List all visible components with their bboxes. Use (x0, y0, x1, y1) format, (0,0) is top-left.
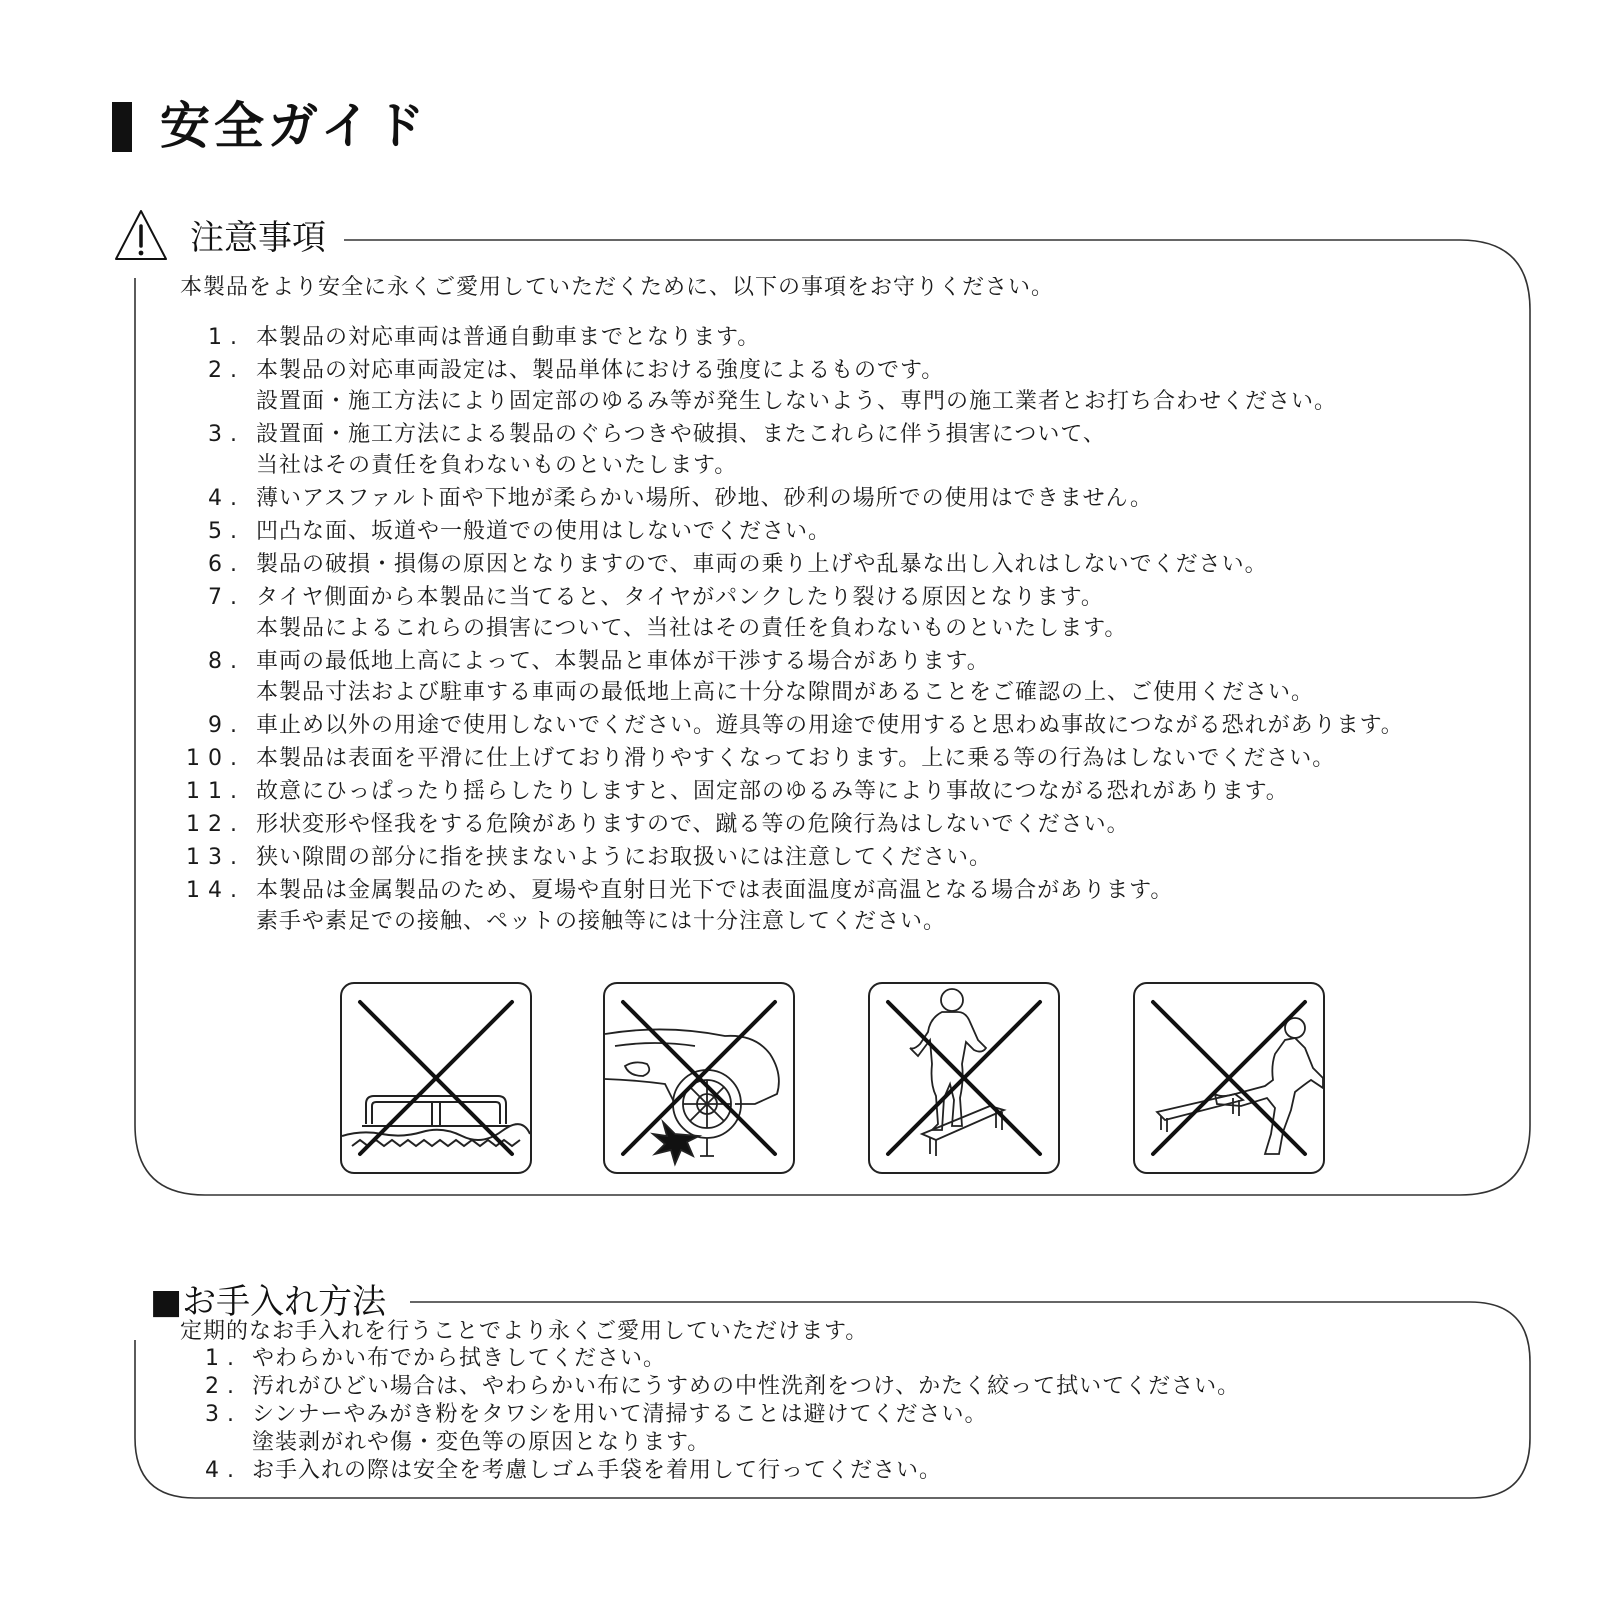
item-number: 2. (208, 358, 245, 383)
item-text: 本製品は表面を平滑に仕上げており滑りやすくなっております。上に乗る等の行為はしないでください。 (256, 746, 1336, 771)
prohibited-tire-impact-icon (603, 982, 795, 1174)
item-text: 当社はその責任を負わないものといたします。 (256, 453, 738, 478)
item-text: 本製品によるこれらの損害について、当社はその責任を負わないものといたします。 (256, 616, 1128, 641)
item-number: 3. (208, 422, 245, 447)
list-item (160, 1373, 1360, 1401)
prohibited-soft-ground-icon (340, 982, 532, 1174)
item-number: 4. (205, 1458, 242, 1483)
caution-intro: 本製品をより安全に永くご愛用していただくために、以下の事項をお守りください。 (180, 275, 1055, 300)
item-number: 7. (208, 585, 245, 610)
item-text: やわらかい布でから拭きしてください。 (252, 1346, 667, 1371)
list-item (160, 710, 1530, 741)
care-list (160, 1345, 1360, 1485)
caution-list (160, 322, 1530, 939)
list-item (160, 646, 1530, 708)
page-title: 安全ガイド (160, 97, 429, 155)
list-item (160, 1401, 1360, 1457)
list-item (160, 419, 1530, 481)
item-number: 4. (208, 486, 245, 511)
list-item (160, 355, 1530, 417)
item-text: 狭い隙間の部分に指を挟まないようにお取扱いには注意してください。 (256, 845, 993, 870)
list-item (160, 582, 1530, 644)
item-text: 形状変形や怪我をする危険がありますので、蹴る等の危険行為はしないでください。 (256, 812, 1130, 837)
list-item (160, 809, 1530, 840)
item-number: 5. (208, 519, 245, 544)
item-text: 本製品は金属製品のため、夏場や直射日光下では表面温度が高温となる場合があります。 (256, 878, 1174, 903)
item-text: 本製品の対応車両設定は、製品単体における強度によるものです。 (256, 358, 945, 383)
care-intro: 定期的なお手入れを行うことでより永くご愛用していただけます。 (180, 1319, 869, 1344)
list-item (160, 743, 1530, 774)
item-number: 12. (186, 812, 245, 837)
list-item (160, 842, 1530, 873)
item-text: 薄いアスファルト面や下地が柔らかい場所、砂地、砂利の場所での使用はできません。 (256, 486, 1154, 511)
item-number: 13. (186, 845, 245, 870)
caution-heading: 注意事項 (190, 218, 326, 258)
list-item (160, 516, 1530, 547)
item-text: シンナーやみがき粉をタワシを用いて清掃することは避けてください。 (252, 1402, 988, 1427)
list-item (160, 322, 1530, 353)
item-text: 車止め以外の用途で使用しないでください。遊具等の用途で使用すると思わぬ事故につながる恐れがあります。 (256, 713, 1404, 738)
item-number: 9. (208, 713, 245, 738)
item-text: タイヤ側面から本製品に当てると、タイヤがパンクしたり裂ける原因となります。 (256, 585, 1104, 610)
item-number: 1. (205, 1346, 242, 1371)
item-number: 6. (208, 552, 245, 577)
prohibited-standing-icon (868, 982, 1060, 1174)
item-text: 故意にひっぱったり揺らしたりしますと、固定部のゆるみ等により事故につながる恐れがあります。 (256, 779, 1289, 804)
list-item (160, 1457, 1360, 1485)
care-heading: ■お手入れ方法 (150, 1282, 387, 1322)
item-text: 汚れがひどい場合は、やわらかい布にうすめの中性洗剤をつけ、かたく絞って拭いてください。 (252, 1374, 1241, 1399)
item-text: 凹凸な面、坂道や一般道での使用はしないでください。 (256, 519, 832, 544)
item-number: 8. (208, 649, 245, 674)
item-number: 14. (186, 878, 245, 903)
item-number: 3. (205, 1402, 242, 1427)
item-number: 11. (186, 779, 245, 804)
item-number: 10. (186, 746, 245, 771)
item-text: 設置面・施工方法により固定部のゆるみ等が発生しないよう、専門の施工業者とお打ち合わせください。 (256, 389, 1338, 414)
list-item (160, 776, 1530, 807)
item-text: 塗装剥がれや傷・変色等の原因となります。 (252, 1430, 711, 1455)
list-item (160, 483, 1530, 514)
warning-triangle-icon (113, 208, 169, 262)
item-text: 素手や素足での接触、ペットの接触等には十分注意してください。 (256, 909, 947, 934)
item-text: 製品の破損・損傷の原因となりますので、車両の乗り上げや乱暴な出し入れはしないでください。 (256, 552, 1268, 577)
item-text: 本製品寸法および駐車する車両の最低地上高に十分な隙間があることをご確認の上、ご使用ください。 (256, 680, 1315, 705)
item-text: 設置面・施工方法による製品のぐらつきや破損、またこれらに伴う損害について、 (256, 422, 1106, 447)
list-item (160, 875, 1530, 937)
list-item (160, 1345, 1360, 1373)
item-text: 車両の最低地上高によって、本製品と車体が干渉する場合があります。 (256, 649, 990, 674)
item-number: 1. (208, 325, 245, 350)
item-text: お手入れの際は安全を考慮しゴム手袋を着用して行ってください。 (252, 1458, 943, 1483)
prohibited-kicking-icon (1133, 982, 1325, 1174)
item-text: 本製品の対応車両は普通自動車までとなります。 (256, 325, 761, 350)
list-item (160, 549, 1530, 580)
item-number: 2. (205, 1374, 242, 1399)
